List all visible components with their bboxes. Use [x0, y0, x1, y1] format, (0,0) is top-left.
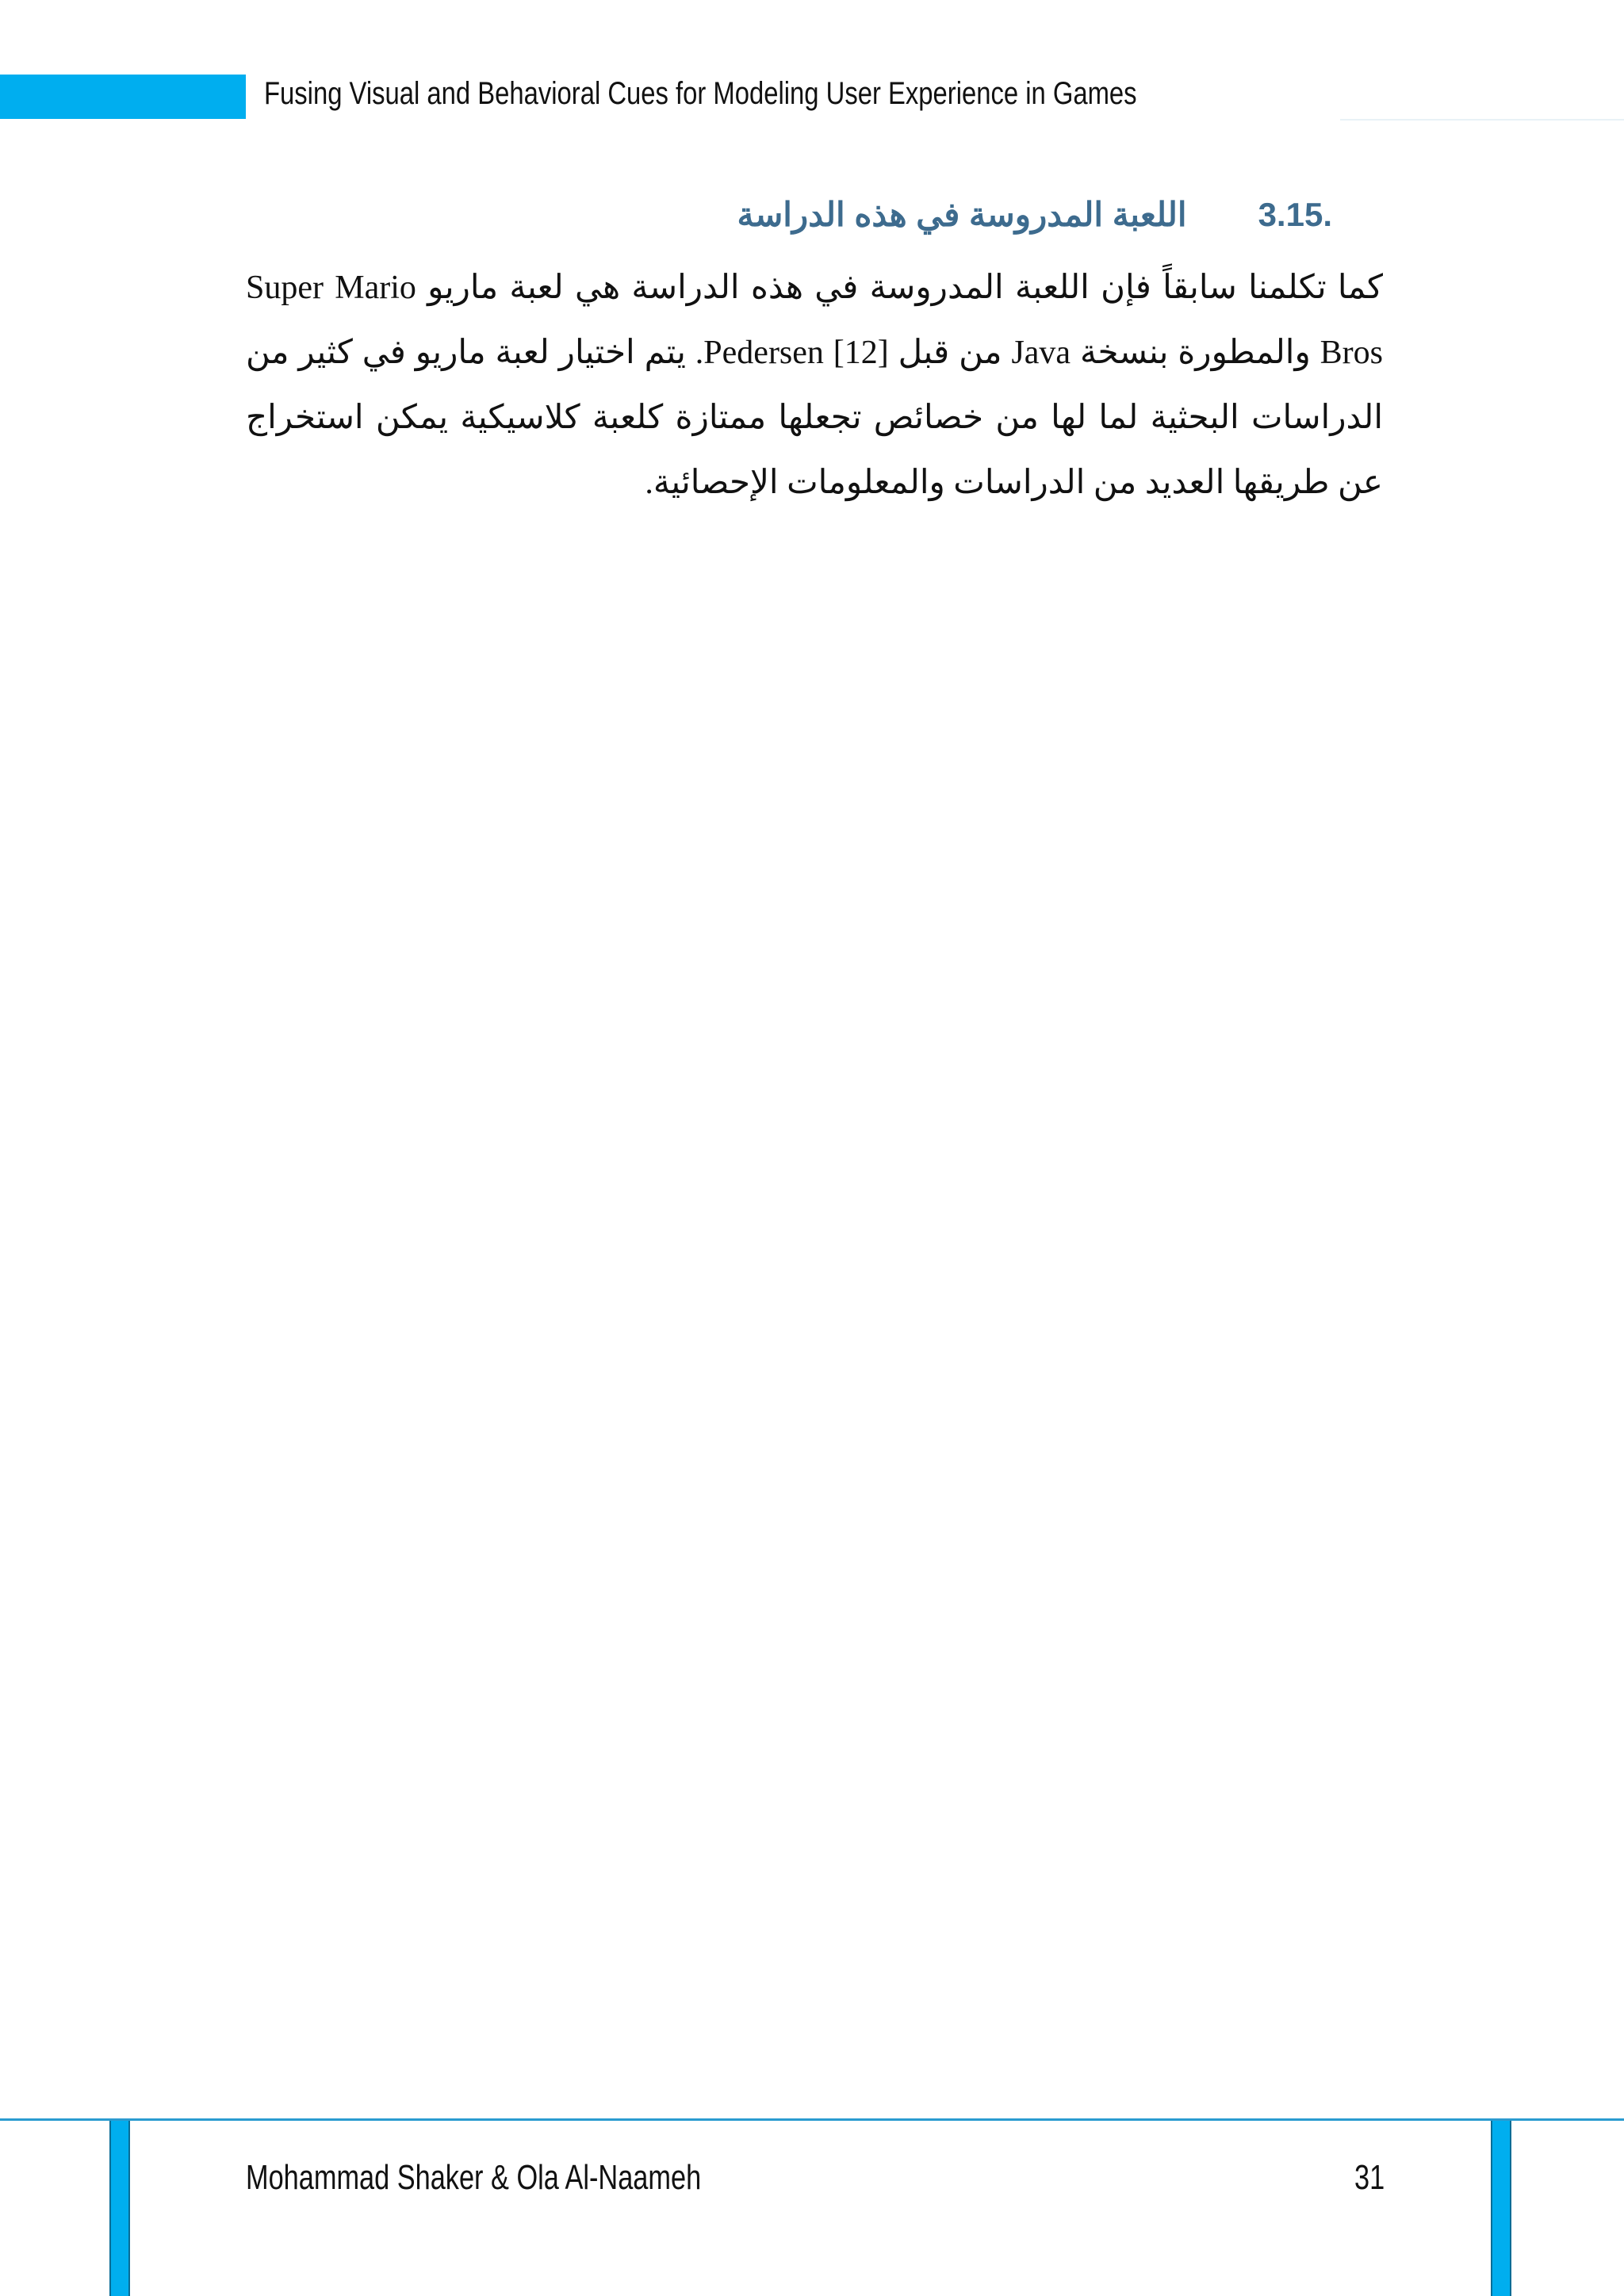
header-divider	[1340, 119, 1624, 121]
section-heading	[737, 195, 1332, 234]
page-number: 31	[1354, 2158, 1385, 2197]
section-number: 3.15.	[1258, 196, 1332, 233]
footer-accent-bar-right	[1491, 2121, 1511, 2296]
footer-divider	[0, 2118, 1624, 2121]
header-accent-bar	[0, 75, 246, 119]
running-header-title: Fusing Visual and Behavioral Cues for Modeling User Experience in Games	[264, 76, 1137, 111]
footer-authors: Mohammad Shaker & Ola Al-Naameh	[246, 2158, 702, 2197]
section-title: اللعبة المدروسة في هذه الدراسة	[737, 196, 1187, 233]
body-paragraph: كما تكلمنا سابقاً فإن اللعبة المدروسة في هذه الدراسة هي لعبة ماريو Super Mario Bros والمطورة بنسخة Java من قبل Pedersen [12]. يتم اختيار لعبة ماريو في كثير من الدراسات البحثية لما لها من خصائص تجعلها ممتازة كلعبة كلاسيكية يمكن استخراج عن طريقها العديد من الدراسات والمعلومات الإحصائية.	[246, 270, 1383, 501]
footer-accent-bar-left	[109, 2121, 130, 2296]
